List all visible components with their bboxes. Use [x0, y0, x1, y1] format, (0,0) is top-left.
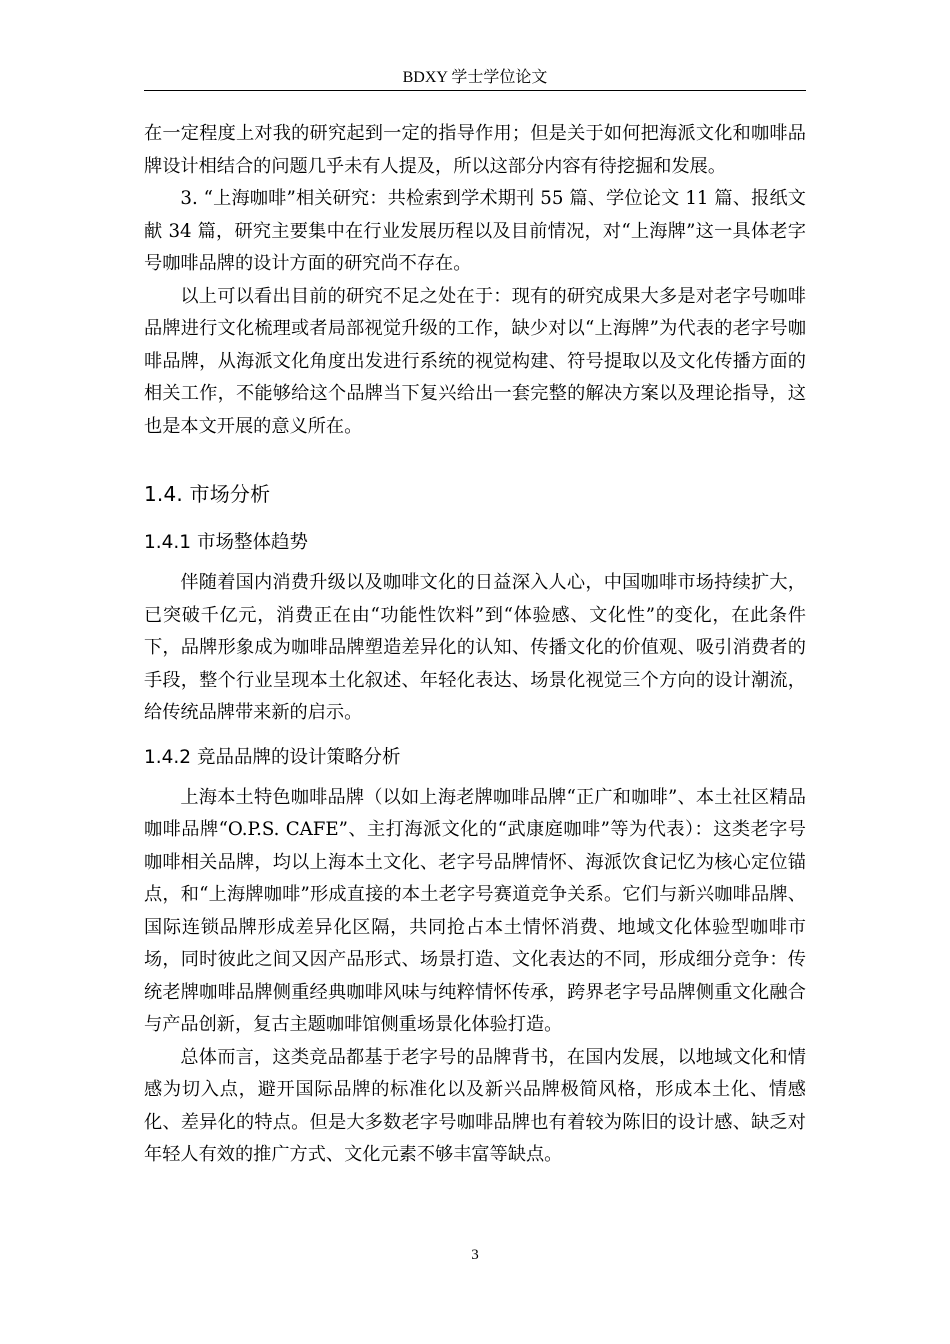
header-rule — [144, 90, 806, 91]
subsection-heading-competitor-strategy: 1.4.2 竞品品牌的设计策略分析 — [144, 746, 401, 768]
page-body — [144, 118, 806, 1172]
section-heading-market-analysis: 1.4. 市场分析 — [144, 482, 271, 506]
page-number: 3 — [471, 1247, 479, 1263]
paragraph-continued: 在一定程度上对我的研究起到一定的指导作用；但是关于如何把海派文化和咖啡品牌设计相结合的问题几乎未有人提及，所以这部分内容有待挖掘和发展。 — [144, 123, 806, 177]
paragraph-competitor-summary: 总体而言，这类竞品都基于老字号的品牌背书，在国内发展，以地域文化和情感为切入点，避开国际品牌的标准化以及新兴品牌极简风格，形成本土化、情感化、差异化的特点。但是大多数老字号咖啡品牌也有着较为陈旧的设计感、缺乏对年轻人有效的推广方式、文化元素不够丰富等缺点。 — [144, 1046, 806, 1165]
paragraph-competitor-brands: 上海本土特色咖啡品牌（以如上海老牌咖啡品牌“正广和咖啡”、本土社区精品咖啡品牌“O.P.S. CAFE”、主打海派文化的“武康庭咖啡”等为代表）：这类老字号咖啡相关品牌，均以上海本土文化、老字号品牌情怀、海派饮食记忆为核心定位锚点，和“上海牌咖啡”形成直接的本土老字号赛道竞争关系。它们与新兴咖啡品牌、国际连锁品牌形成差异化区隔，共同抢占本土情怀消费、地域文化体验型咖啡市场，同时彼此之间又因产品形式、场景打造、文化表达的不同，形成细分竞争：传统老牌咖啡品牌侧重经典咖啡风味与纯粹情怀传承，跨界老字号品牌侧重文化融合与产品创新，复古主题咖啡馆侧重场景化体验打造。 — [144, 786, 806, 1035]
paragraph-market-trend: 伴随着国内消费升级以及咖啡文化的日益深入人心，中国咖啡市场持续扩大，已突破千亿元，消费正在由“功能性饮料”到“体验感、文化性”的变化，在此条件下，品牌形象成为咖啡品牌塑造差异化的认知、传播文化的价值观、吸引消费者的手段，整个行业呈现本土化叙述、年轻化表达、场景化视觉三个方向的设计潮流，给传统品牌带来新的启示。 — [144, 572, 806, 723]
subsection-spacer — [144, 730, 806, 742]
paragraph-research-gap: 以上可以看出目前的研究不足之处在于：现有的研究成果大多是对老字号咖啡品牌进行文化梳理或者局部视觉升级的工作，缺少对以“上海牌”为代表的老字号咖啡品牌，从海派文化角度出发进行系统的视觉构建、符号提取以及文化传播方面的相关工作，不能够给这个品牌当下复兴给出一套完整的解决方案以及理论指导，这也是本文开展的意义所在。 — [144, 285, 806, 437]
paragraph-shanghai-coffee-research: 3. “上海咖啡”相关研究：共检索到学术期刊 55 篇、学位论文 11 篇、报纸文献 34 篇，研究主要集中在行业发展历程以及目前情况，对“上海牌”这一具体老字号咖啡品牌的设计方面的研究尚不存在。 — [144, 188, 806, 274]
section-spacer — [144, 443, 806, 477]
subsection-heading-market-trend: 1.4.1 市场整体趋势 — [144, 532, 308, 553]
running-header: BDXY 学士学位论文 — [402, 69, 548, 86]
